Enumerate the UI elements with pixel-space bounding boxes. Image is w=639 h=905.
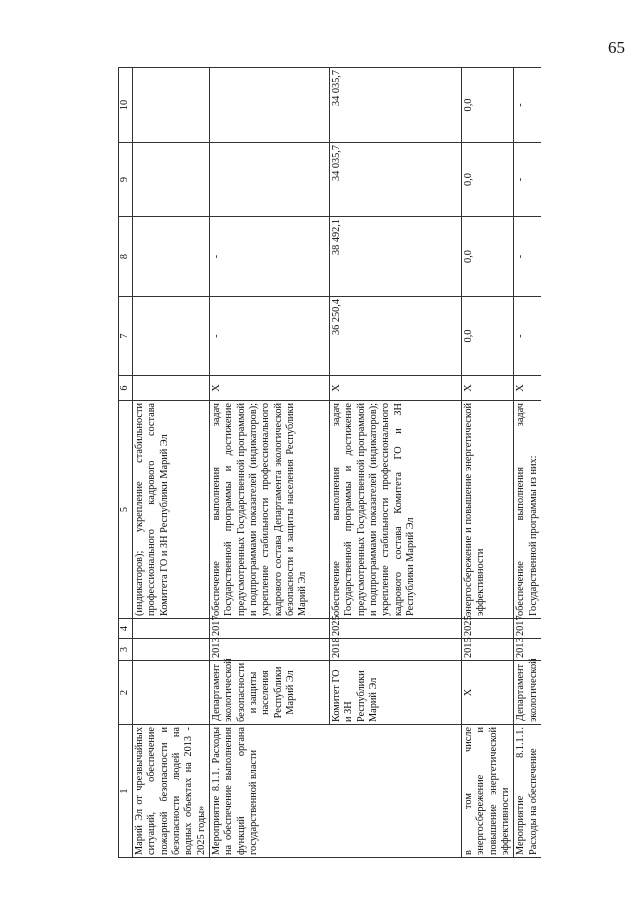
cell-result: энергосбережение и повышение энергетической эффективности	[462, 401, 514, 619]
cell-link: X	[462, 376, 514, 401]
cell-link: X	[330, 376, 462, 401]
cell-start: 2013	[514, 639, 541, 661]
col-header-2: 2	[119, 661, 133, 725]
cell-executor	[133, 661, 210, 725]
cell-executor: Департамент экологической	[514, 661, 541, 725]
col-header-6: 6	[119, 376, 133, 401]
cell-name: Марий Эл от чрезвычайных ситуаций, обеспечение пожарной безопасности и безопасности людей на водных объектах на 2013 - 2025 годы»	[133, 725, 210, 858]
cell-value-7: -	[210, 297, 330, 376]
cell-value-9: 34 035,7	[330, 143, 462, 217]
cell-start: 2018	[330, 639, 462, 661]
cell-end: 2025	[330, 619, 462, 639]
cell-value-10: -	[514, 68, 541, 143]
cell-value-10: 0,0	[462, 68, 514, 143]
cell-value-8: -	[210, 217, 330, 297]
cell-end: 2025	[462, 619, 514, 639]
cell-start: 2015	[462, 639, 514, 661]
cell-value-10	[210, 68, 330, 143]
cell-name: в том числе энергосбережение и повышение энергетической эффективности	[462, 725, 514, 858]
cell-start: 2013	[210, 639, 330, 661]
table-row	[133, 68, 210, 858]
cell-result: обеспечение выполнения задач Государственной программы и достижение предусмотренных Государственной программой и подпрограммами показателей (индикаторов); укрепление стабильности профессионального кадрового состава Комитета ГО и ЗН Республики Марий Эл	[330, 401, 462, 619]
cell-value-7: 0,0	[462, 297, 514, 376]
cell-name: Мероприятие 8.1.1.1. Расходы на обеспечение	[514, 725, 541, 858]
cell-name: Мероприятие 8.1.1. Расходы на обеспечение выполнения функций органа государственной власти	[210, 725, 462, 858]
cell-link: X	[514, 376, 541, 401]
cell-executor: X	[462, 661, 514, 725]
col-header-1: 1	[119, 725, 133, 858]
table-row	[462, 68, 514, 858]
cell-value-7: 36 250,4	[330, 297, 462, 376]
cell-value-10: 34 035,7	[330, 68, 462, 143]
col-header-7: 7	[119, 297, 133, 376]
cell-value-10	[133, 68, 210, 143]
col-header-5: 5	[119, 401, 133, 619]
table-row	[514, 68, 541, 858]
cell-value-8: 38 492,1	[330, 217, 462, 297]
program-table	[118, 67, 541, 858]
col-header-4: 4	[119, 619, 133, 639]
cell-executor: Департамент экологической безопасности и защиты населения Республики Марий Эл	[210, 661, 330, 725]
col-header-10: 10	[119, 68, 133, 143]
cell-result: (индикаторов); укрепление стабильности профессионального кадрового состава Комитета ГО и ЗН Республики Марий Эл	[133, 401, 210, 619]
page-number: 65	[608, 38, 625, 57]
cell-value-8	[133, 217, 210, 297]
cell-result: обеспечение выполнения задач Государственной программы из них:	[514, 401, 541, 619]
col-header-8: 8	[119, 217, 133, 297]
cell-value-7: -	[514, 297, 541, 376]
col-header-9: 9	[119, 143, 133, 217]
cell-value-9: 0,0	[462, 143, 514, 217]
cell-link: X	[210, 376, 330, 401]
header-row	[119, 68, 133, 858]
cell-end: 2017	[210, 619, 330, 639]
cell-value-9	[210, 143, 330, 217]
cell-value-9: -	[514, 143, 541, 217]
cell-start	[133, 639, 210, 661]
cell-end: 2017	[514, 619, 541, 639]
cell-end	[133, 619, 210, 639]
cell-executor: Комитет ГО и ЗН Республики Марий Эл	[330, 661, 462, 725]
col-header-3: 3	[119, 639, 133, 661]
cell-link	[133, 376, 210, 401]
cell-result: обеспечение выполнения задач Государственной программы и достижение предусмотренных Государственной программой и подпрограммами показателей (индикаторов); укрепление стабильности профессионального кадрового состава Департамента экологической безопасности и защиты населения Республики Марий Эл	[210, 401, 330, 619]
rotated-table-container	[118, 68, 638, 858]
cell-value-8: 0,0	[462, 217, 514, 297]
cell-value-8: -	[514, 217, 541, 297]
table-row	[210, 68, 330, 858]
cell-value-9	[133, 143, 210, 217]
cell-value-7	[133, 297, 210, 376]
